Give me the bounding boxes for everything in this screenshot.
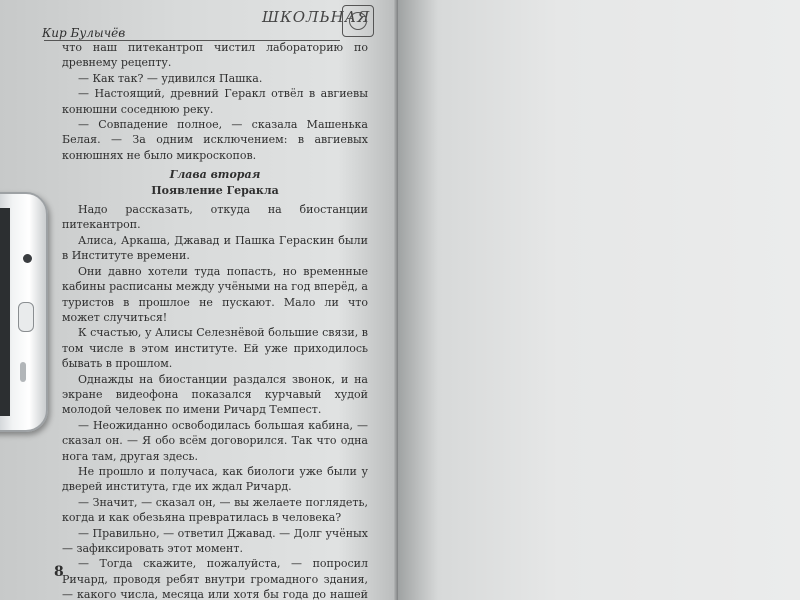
page-header-author: Кир Булычёв — [42, 26, 126, 40]
right-page — [398, 0, 800, 600]
paragraph: Они давно хотели туда попасть, но временные кабины расписаны между учёными на год вперёд, а туристов в прошлое не пускают. Мало ли что может случиться! — [62, 264, 368, 324]
paragraph: Однажды на биостанции раздался звонок, и на экране видеофона показался курчавый худой молодой человек по имени Ричард Темпест. — [62, 372, 368, 417]
page-header-series: ШКОЛЬНАЯ — [262, 8, 371, 26]
left-page-text — [62, 40, 368, 600]
chapter-title: Появление Геракла — [151, 183, 279, 197]
book-series-logo-icon — [342, 5, 374, 37]
paragraph: Надо рассказать, откуда на биостанции питекантроп. — [62, 203, 368, 232]
paragraph: Алиса, Аркаша, Джавад и Пашка Гераскин были в Институте времени. — [62, 233, 368, 263]
speaker-grille — [20, 362, 26, 382]
chapter-number: Глава вторая — [169, 168, 261, 182]
paragraph: — Правильно, — ответил Джавад. — Долг учёных — зафиксировать этот момент. — [62, 526, 368, 555]
phone-screen — [0, 208, 10, 416]
page-number-left: 8 — [54, 564, 64, 580]
home-button-icon — [18, 302, 34, 332]
left-page — [0, 0, 398, 600]
camera-icon — [23, 254, 32, 263]
paragraph: — Настоящий, древний Геракл отвёл в авгиевы конюшни соседнюю реку. — [62, 87, 368, 116]
paragraph: — Неожиданно освободилась большая кабина, — сказал он. — Я обо всём договорился. Так что одна нога там, другая здесь. — [62, 418, 368, 463]
paragraph: — Совпадение полное, — сказала Машенька Белая. — За одним исключением: в авгиевых конюшнях не было микроскопов. — [62, 118, 368, 162]
paragraph: что наш питекантроп чистил лабораторию по древнему рецепту. — [62, 41, 368, 70]
paragraph: — Тогда скажите, пожалуйста, — попросил Ричард, проводя ребят внутри громадного здания, — какого числа, месяца или хотя бы года до нашей — [62, 557, 368, 600]
paragraph: — Значит, — сказал он, — вы желаете поглядеть, когда и как обезьяна превратилась в человека? — [62, 495, 368, 525]
paragraph: Не прошло и получаса, как биологи уже были у дверей института, где их ждал Ричард. — [62, 464, 368, 494]
paragraph: — Как так? — удивился Пашка. — [78, 71, 263, 85]
smartphone — [0, 192, 48, 432]
paragraph: К счастью, у Алисы Селезнёвой большие связи, в том числе в этом институте. Ей уже приходилось бывать в прошлом. — [62, 326, 368, 371]
